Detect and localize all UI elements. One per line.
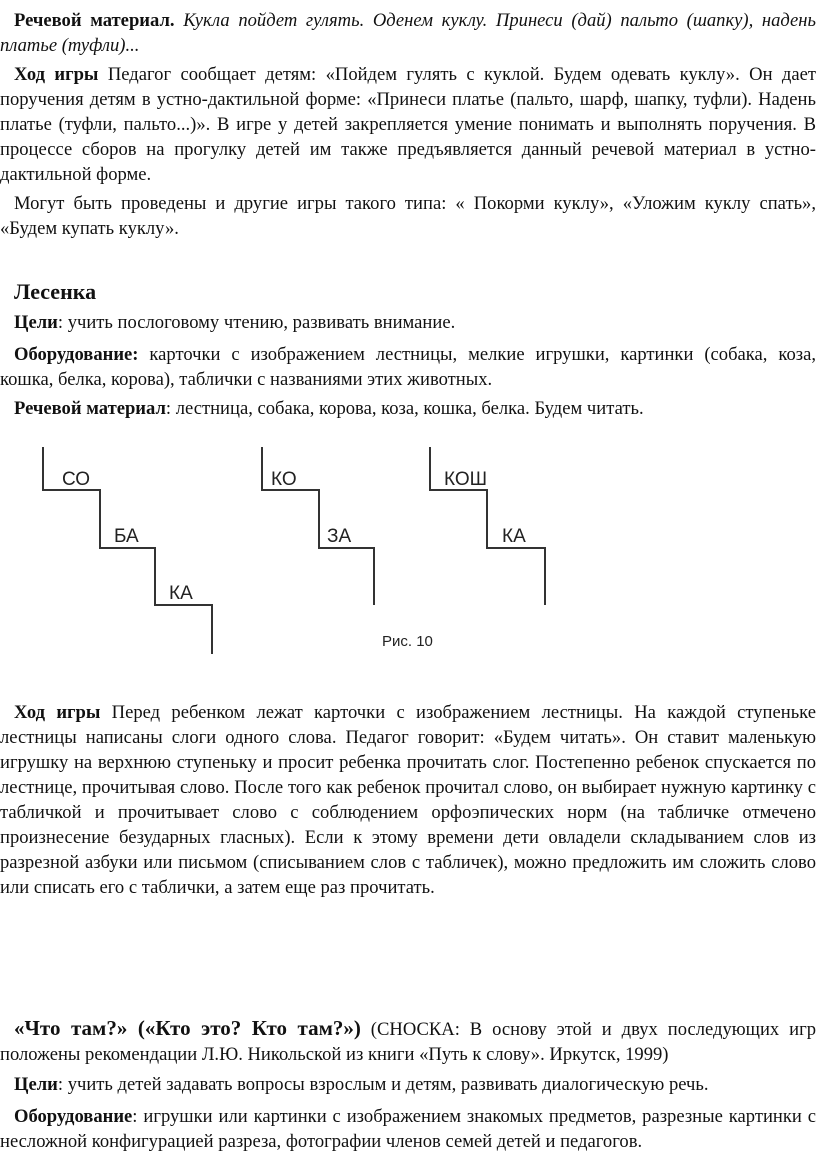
section-title-chto-tam: «Что там?» («Кто это? Кто там?») [14,1016,361,1040]
goals-label-3: Цели [14,1074,58,1095]
ladder-3-step-2: КА [502,526,526,547]
ladder-3-step-1: КОШ [444,469,488,490]
equipment-label: Оборудование: [14,344,139,365]
speech-material-paragraph-1 [0,8,816,58]
goals-text-3: : учить детей задавать вопросы взрослым и детям, развивать диалогическую речь. [57,1074,709,1095]
ladder-2-step-1: КО [271,469,297,490]
equipment-text-3: : игрушки или картинки с изображением знакомых предметов, разрезные картинки с несложной конфигурацией разреза, фотографии членов семей детей и педагогов. [0,1106,816,1152]
game-course-paragraph-2 [0,700,816,900]
game-course-paragraph-1 [0,62,816,187]
equipment-text: карточки с изображением лестницы, мелкие игрушки, картинки (собака, коза, кошка, белка, корова), таблички с названиями этих животных. [0,344,816,390]
equipment-paragraph-2 [0,342,816,392]
game-course-text-2: Перед ребенком лежат карточки с изображением лестницы. На каждой ступеньке лестницы написаны слоги одного слова. Педагог говорит: «Будем читать». Он ставит маленькую игрушку на верхнюю ступеньку и просит ребенка прочитать слог. Постепенно ребенок спускается по лестнице, прочитывая слово. После того как ребенок прочитал слово, он выбирает нужную картинку с табличкой и прочитывает слово с соблюдением орфоэпических норм (на табличке отмечено произнесение безударных гласных). Если к этому времени дети овладели складыванием слов из разрезной азбуки или письмом (списыванием слов с табличек), можно предложить им сложить слово или списать его с таблички, а затем еще раз прочитать. [0,702,816,898]
equipment-label-3: Оборудование [14,1106,133,1127]
game-course-text: Педагог сообщает детям: «Пойдем гулять с куклой. Будем одевать куклу». Он дает поручения детям в устно-дактильной форме: «Принеси платье (пальто, шарф, шапку, туфли). Надень платье (туфли, пальто...)». В игре у детей закрепляется умение понимать и выполнять поручения. В процессе сборов на прогулку детей им также предъявляется данный речевой материал в устно-дактильной форме. [0,64,816,185]
ladder-2-step-2: ЗА [327,526,352,547]
footnote-text: (СНОСКА: В основу этой и двух последующих игр положены рекомендации Л.Ю. Никольской из книги «Путь к слову». Иркутск, 1999) [0,1019,816,1065]
goals-paragraph-3 [0,1072,816,1097]
figure-caption: Рис. 10 [382,633,433,650]
game-course-label: Ход игры [14,64,99,85]
ladder-figure-svg [0,440,816,670]
goals-text: : учить послоговому чтению, развивать внимание. [57,312,456,333]
equipment-paragraph-3 [0,1104,816,1154]
other-games-paragraph [0,191,816,241]
goals-paragraph-2 [0,310,816,335]
ladder-figure [0,440,816,670]
speech-material-label-2: Речевой материал [14,398,166,419]
section-title-paragraph-3 [0,1016,816,1067]
speech-material-text: Кукла пойдет гулять. Оденем куклу. Принеси (дай) пальто (шапку), надень платье (туфли)... [0,10,816,56]
ladder-1-step-2: БА [114,526,139,547]
speech-material-text-2: : лестница, собака, корова, коза, кошка, белка. Будем читать. [165,398,644,419]
game-course-label-2: Ход игры [14,702,101,723]
other-games-text: Могут быть проведены и другие игры такого типа: « Покорми куклу», «Уложим куклу спать», «Будем купать куклу». [0,193,816,239]
ladder-1-step-1: СО [62,469,91,490]
section-title-lesenka: Лесенка [14,279,97,304]
goals-label: Цели [14,312,58,333]
speech-material-paragraph-2 [0,396,816,421]
ladder-1-step-3: КА [169,583,193,604]
speech-material-label: Речевой материал. [14,10,175,31]
